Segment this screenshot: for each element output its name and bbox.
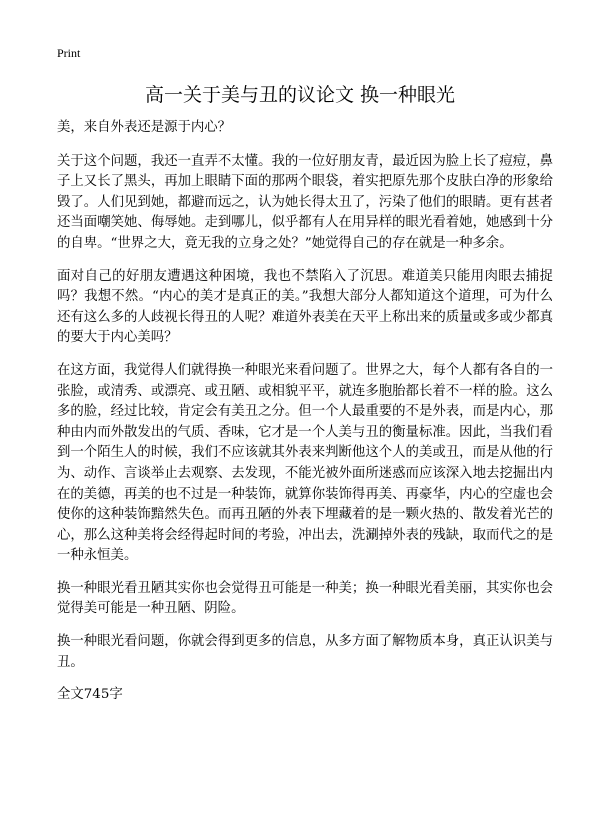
page-title: 高一关于美与丑的议论文 换一种眼光 <box>144 84 456 106</box>
paragraph-5: 换一种眼光看问题，你就会得到更多的信息，从多方面了解物质本身，真正认识美与丑。 <box>57 634 553 670</box>
paragraph-3: 在这方面，我觉得人们就得换一种眼光来看问题了。世界之大，每个人都有各自的一张脸，或清秀、或漂亮、或丑陋、或相貌平平，就连多胞胎都长着不一样的脸。这么多的脸，经过比较，肯定会有美丑之分。但一个人最重要的不是外表，而是内心，那种由内而外散发出的气质、香味，它才是一个人美与丑的衡量标准。因此，当我们看到一个陌生人的时候，我们不应该就其外表来判断他这个人的美或丑，而是从他的行为、动作、言谈举止去观察、去发现，不能光被外面所迷惑而应该深入地去挖掘出内在的美德，再美的也不过是一种装饰，就算你装饰得再美、再豪华，内心的空虚也会使你的这种装饰黯然失色。而再丑陋的外表下埋藏着的是一颗火热的、散发着光芒的心，那么这种美将会经得起时间的考验，冲出去，洗涮掉外表的残缺，取而代之的是一种永恒美。 <box>57 362 553 564</box>
paragraph-4: 换一种眼光看丑陋其实你也会觉得丑可能是一种美；换一种眼光看美丽，其实你也会觉得美可能是一种丑陋、阴险。 <box>57 580 553 617</box>
lead-question: 美，来自外表还是源于内心？ <box>57 120 232 135</box>
paragraph-1: 关于这个问题，我还一直弄不太懂。我的一位好朋友青，最近因为脸上长了痘痘，鼻子上又长了黑头，再加上眼睛下面的那两个眼袋，着实把原先那个皮肤白净的形象给毁了。人们见到她，都避而远之，认为她长得太丑了，污染了他们的眼睛。更有甚者还当面嘲笑她、侮辱她。走到哪儿，似乎都有人在用异样的眼光看着她，她感到十分的自卑。“世界之大，竟无我的立身之处？”她觉得自己的存在就是一种多余。 <box>57 153 553 251</box>
word-count: 全文745字 <box>57 687 123 703</box>
article-body <box>57 118 553 706</box>
print-link[interactable]: Print <box>57 46 81 60</box>
paragraph-2: 面对自己的好朋友遭遇这种困境，我也不禁陷入了沉思。难道美只能用肉眼去捕捉吗？我想不然。“内心的美才是真正的美。”我想大部分人都知道这个道理，可为什么还有这么多的人歧视长得丑的人呢？难道外表美在天平上称出来的质量或多或少都真的要大于内心美吗？ <box>57 268 553 346</box>
